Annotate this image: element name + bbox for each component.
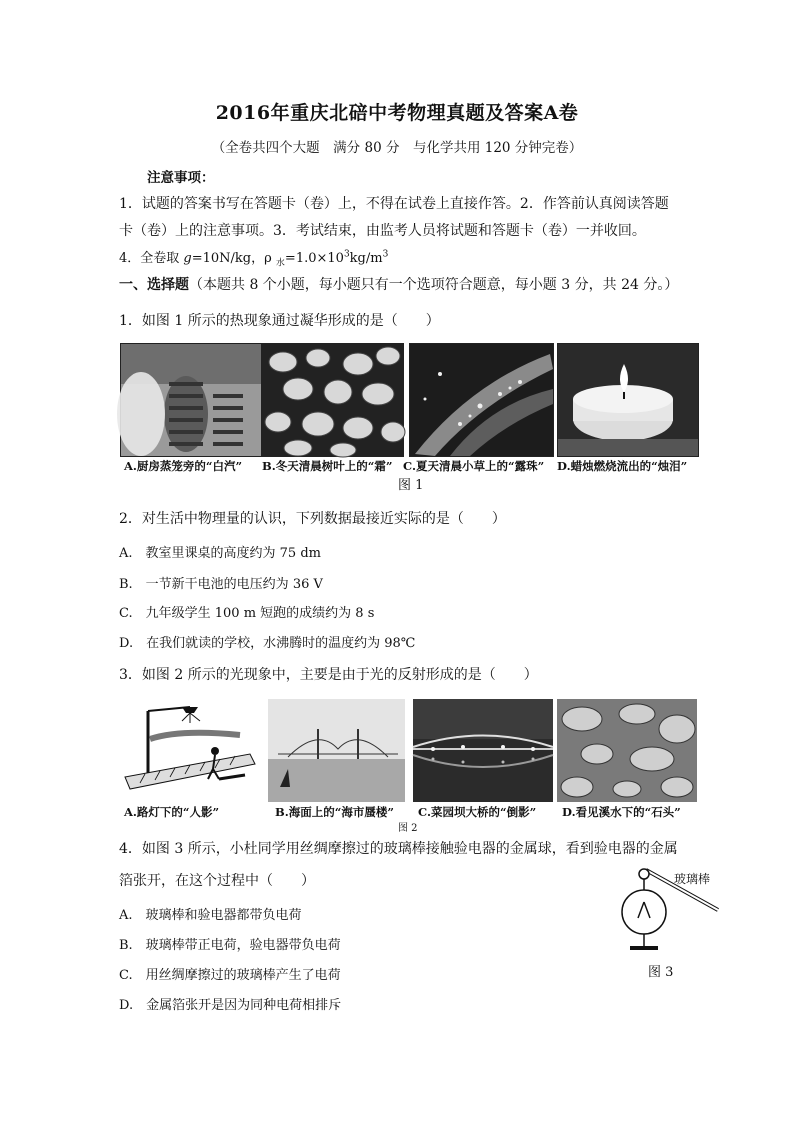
figure-1-caption-a: A.厨房蒸笼旁的“白汽” [124, 459, 243, 473]
question-2-stem: 2．对生活中物理量的认识，下列数据最接近实际的是（ ） [119, 511, 506, 527]
question-3-stem: 3．如图 2 所示的光现象中，主要是由于光的反射形成的是（ ） [119, 667, 538, 683]
figure-2d-stream-stones-image [557, 699, 697, 802]
question-4-option-d: D. 金属箔张开是因为同种电荷相排斥 [119, 998, 342, 1013]
figure-1b-frost-image [262, 343, 404, 457]
notes-line-2: 卡（卷）上的注意事项。3．考试结束，由监考人员将试题和答题卡（卷）一并收回。 [119, 223, 646, 239]
question-4-option-c: C. 用丝绸摩擦过的玻璃棒产生了电荷 [119, 968, 341, 983]
figure-1c-dew-image [409, 343, 554, 457]
figure-3-label: 图 3 [648, 965, 674, 980]
section-1-header: 一、选择题（本题共 8 个小题，每小题只有一个选项符合题意，每小题 3 分，共 24 分。） [119, 277, 679, 293]
question-1-stem: 1．如图 1 所示的热现象通过凝华形成的是（ ） [119, 313, 440, 329]
figure-1-caption-b: B.冬天清晨树叶上的“霜” [262, 459, 393, 473]
exam-subtitle: （全卷共四个大题 满分 80 分 与化学共用 120 分钟完卷） [211, 140, 583, 156]
figure-1-caption-d: D.蜡烛燃烧流出的“烛泪” [557, 459, 688, 473]
figure-2-label: 图 2 [398, 823, 418, 834]
figure-1-caption-c: C.夏天清晨小草上的“露珠” [403, 459, 545, 473]
notes-line-3: 4．全卷取 g=10N/kg，ρ $_水=1.0\times 10^3kg/m^3$ [119, 249, 389, 269]
figure-2-caption-b: B.海面上的“海市蜃楼” [275, 805, 394, 819]
question-4-option-b: B. 玻璃棒带正电荷，验电器带负电荷 [119, 938, 341, 953]
figure-2-caption-c: C.菜园坝大桥的“倒影” [418, 805, 537, 819]
figure-2-caption-d: D.看见溪水下的“石头” [562, 805, 681, 819]
glass-rod-label: 玻璃棒 [674, 872, 711, 886]
question-2-option-d: D. 在我们就读的学校，水沸腾时的温度约为 98℃ [119, 636, 416, 651]
figure-2b-mirage-image [268, 699, 405, 802]
figure-2c-bridge-reflection-image [413, 699, 553, 802]
question-2-option-a: A. 教室里课桌的高度约为 75 dm [119, 546, 321, 561]
question-4-stem-line-2: 箔张开，在这个过程中（ ） [119, 873, 315, 889]
figure-2a-streetlamp-image [120, 699, 260, 802]
figure-1a-steamer-image [120, 343, 262, 457]
figure-1-label: 图 1 [398, 478, 424, 493]
notes-heading: 注意事项： [147, 170, 215, 186]
figure-2-caption-a: A.路灯下的“人影” [124, 805, 220, 819]
notes-line-1: 1．试题的答案书写在答题卡（卷）上，不得在试卷上直接作答。2．作答前认真阅读答题 [119, 196, 669, 212]
question-4-stem-line-1: 4．如图 3 所示，小杜同学用丝绸摩擦过的玻璃棒接触验电器的金属球，看到验电器的金属 [119, 841, 678, 857]
question-2-option-c: C. 九年级学生 100 m 短跑的成绩约为 8 s [119, 606, 375, 621]
figure-1d-candle-image [557, 343, 699, 457]
page-title: 2016年重庆北碚中考物理真题及答案A卷 [215, 102, 579, 124]
question-4-option-a: A. 玻璃棒和验电器都带负电荷 [119, 908, 302, 923]
question-2-option-b: B. 一节新干电池的电压约为 36 V [119, 577, 323, 592]
